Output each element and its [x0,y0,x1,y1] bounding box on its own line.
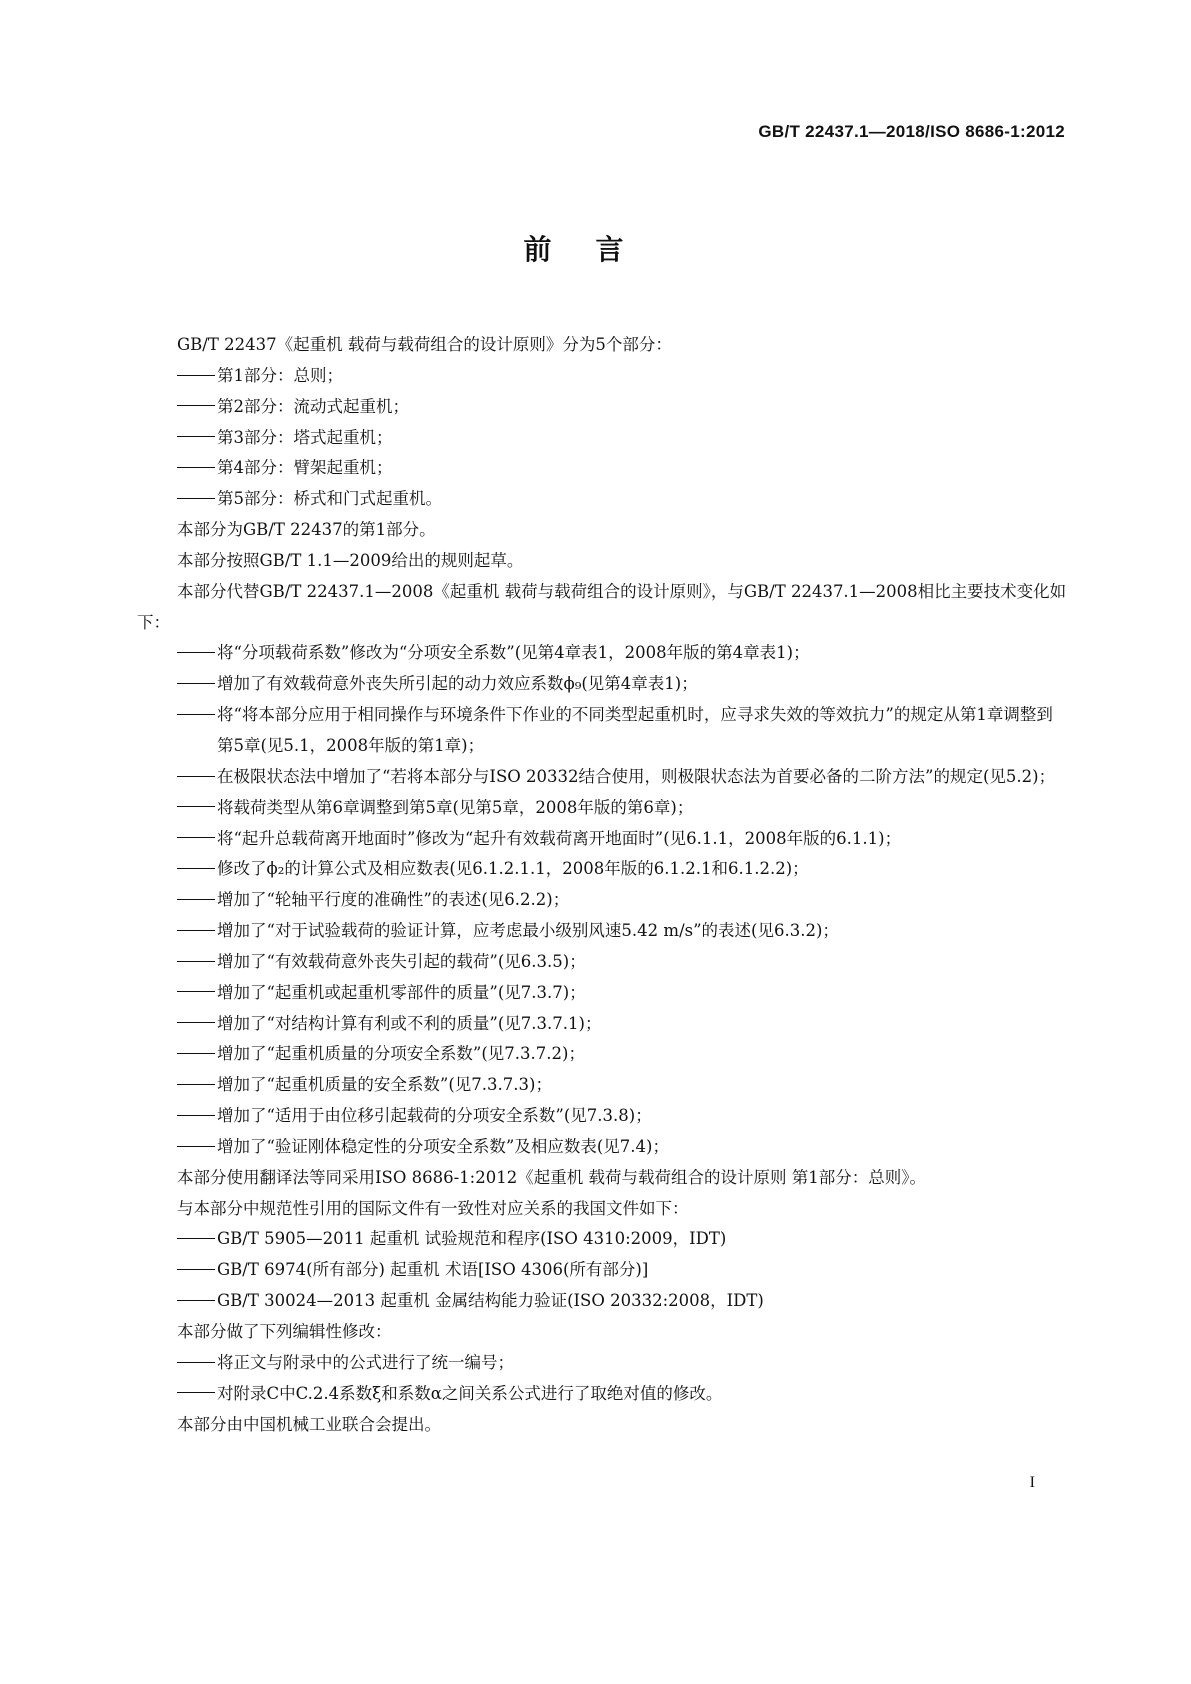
em-dash-marker [177,453,217,484]
list-item [137,669,1067,700]
paragraph [137,1194,1067,1225]
list-item-text: 增加了“适用于由位移引起载荷的分项安全系数”(见7.3.8)； [217,1106,652,1126]
list-item [137,1348,1067,1379]
list-item-text: GB/T 6974(所有部分) 起重机 术语[ISO 4306(所有部分)] [217,1260,649,1280]
paragraph [137,546,1067,577]
page-number: I [1029,1474,1035,1491]
list-item [137,638,1067,669]
em-dash-marker [177,1039,217,1070]
paragraph [137,1163,1067,1194]
paragraph-text: GB/T 22437《起重机 载荷与载荷组合的设计原则》分为5个部分： [177,335,672,354]
list-item [137,1286,1067,1317]
em-dash-marker [177,978,217,1009]
list-item-text: 第5部分：桥式和门式起重机。 [217,489,442,509]
paragraph-text: 与本部分中规范性引用的国际文件有一致性对应关系的我国文件如下： [177,1198,689,1218]
list-item [137,854,1067,885]
paragraph [137,577,1067,639]
em-dash-marker [177,638,217,669]
em-dash-marker [177,1255,217,1286]
list-item-text: 增加了“有效载荷意外丧失引起的载荷”(见6.3.5)； [217,951,586,971]
list-item-text: 增加了“起重机质量的安全系数”(见7.3.7.3)； [217,1075,552,1095]
em-dash-marker [177,423,217,454]
list-item-text: 第1部分：总则； [217,365,343,385]
list-item-text: 增加了“对于试验载荷的验证计算，应考虑最小级别风速5.42 m/s”的表述(见6.3.2)； [217,921,839,941]
list-item [137,423,1067,454]
list-item [137,1070,1067,1101]
em-dash-marker [177,762,217,793]
em-dash-marker [177,1070,217,1101]
em-dash-marker [177,392,217,423]
paragraph [137,1317,1067,1348]
list-item [137,824,1067,855]
list-item [137,361,1067,392]
list-item-text: 修改了ϕ₂的计算公式及相应数表(见6.1.2.1.1，2008年版的6.1.2.1和6.1.2.2)； [217,859,809,879]
list-item-text: 增加了“起重机或起重机零部件的质量”(见7.3.7)； [217,982,586,1002]
list-item [137,885,1067,916]
paragraph-text: 本部分代替GB/T 22437.1—2008《起重机 载荷与载荷组合的设计原则》，与GB/T 22437.1—2008相比主要技术变化如下： [137,581,1067,632]
list-item [137,1255,1067,1286]
list-item [137,700,1067,762]
list-item [137,1009,1067,1040]
list-item [137,916,1067,947]
em-dash-marker [177,700,217,731]
em-dash-marker [177,885,217,916]
em-dash-marker [177,1348,217,1379]
em-dash-marker [177,1101,217,1132]
em-dash-marker [177,916,217,947]
list-item [137,762,1067,793]
list-item-text: 第2部分：流动式起重机； [217,396,409,416]
paragraph-text: 本部分做了下列编辑性修改： [177,1322,392,1341]
list-item-text: 增加了“对结构计算有利或不利的质量”(见7.3.7.1)； [217,1013,602,1033]
em-dash-marker [177,361,217,392]
em-dash-marker [177,669,217,700]
em-dash-marker [177,1224,217,1255]
list-item-text: 增加了“起重机质量的分项安全系数”(见7.3.7.2)； [217,1044,585,1064]
em-dash-marker [177,854,217,885]
em-dash-marker [177,484,217,515]
foreword-body [137,330,1067,1440]
em-dash-marker [177,1286,217,1317]
list-item-text: 增加了有效载荷意外丧失所引起的动力效应系数ϕ₉(见第4章表1)； [217,674,698,694]
page-title: 前言 [523,233,668,266]
paragraph [137,330,1067,361]
document-code-header: GB/T 22437.1—2018/ISO 8686-1:2012 [758,122,1065,141]
list-item [137,1379,1067,1410]
paragraph-text: 本部分由中国机械工业联合会提出。 [177,1414,441,1434]
list-item-text: 第3部分：塔式起重机； [217,427,393,447]
list-item-text: 将“分项载荷系数”修改为“分项安全系数”(见第4章表1，2008年版的第4章表1)； [217,643,810,663]
list-item [137,1101,1067,1132]
em-dash-marker [177,824,217,855]
list-item-text: 将正文与附录中的公式进行了统一编号； [217,1352,514,1372]
list-item-text: 将“将本部分应用于相同操作与环境条件下作业的不同类型起重机时，应寻求失效的等效抗力”的规定从第1章调整到第5章(见5.1，2008年版的第1章)； [217,705,1053,755]
list-item-text: 在极限状态法中增加了“若将本部分与ISO 20332结合使用，则极限状态法为首要必备的二阶方法”的规定(见5.2)； [217,766,1056,786]
paragraph-text: 本部分使用翻译法等同采用ISO 8686-1:2012《起重机 载荷与载荷组合的设计原则 第1部分：总则》。 [177,1167,926,1187]
list-item-text: GB/T 5905—2011 起重机 试验规范和程序(ISO 4310:2009，IDT) [217,1229,727,1249]
em-dash-marker [177,1379,217,1410]
list-item-text: 将“起升总载荷离开地面时”修改为“起升有效载荷离开地面时”(见6.1.1，2008年版的6.1.1)； [217,828,902,848]
list-item [137,793,1067,824]
list-item-text: 增加了“轮轴平行度的准确性”的表述(见6.2.2)； [217,890,570,910]
list-item [137,392,1067,423]
list-item-text: 将载荷类型从第6章调整到第5章(见第5章，2008年版的第6章)； [217,797,694,817]
list-item-text: 第4部分：臂架起重机； [217,458,393,478]
em-dash-marker [177,947,217,978]
paragraph-text: 本部分按照GB/T 1.1—2009给出的规则起草。 [177,550,524,570]
list-item [137,978,1067,1009]
paragraph [137,1410,1067,1441]
list-item [137,1224,1067,1255]
list-item-text: GB/T 30024—2013 起重机 金属结构能力验证(ISO 20332:2008，IDT) [217,1291,764,1311]
paragraph-text: 本部分为GB/T 22437的第1部分。 [177,520,436,540]
list-item [137,1132,1067,1163]
list-item [137,453,1067,484]
list-item [137,947,1067,978]
list-item-text: 增加了“验证刚体稳定性的分项安全系数”及相应数表(见7.4)； [217,1136,669,1156]
em-dash-marker [177,1009,217,1040]
list-item [137,1039,1067,1070]
list-item [137,484,1067,515]
em-dash-marker [177,1132,217,1163]
paragraph [137,515,1067,546]
list-item-text: 对附录C中C.2.4系数ξ和系数α之间关系公式进行了取绝对值的修改。 [217,1383,723,1403]
em-dash-marker [177,793,217,824]
